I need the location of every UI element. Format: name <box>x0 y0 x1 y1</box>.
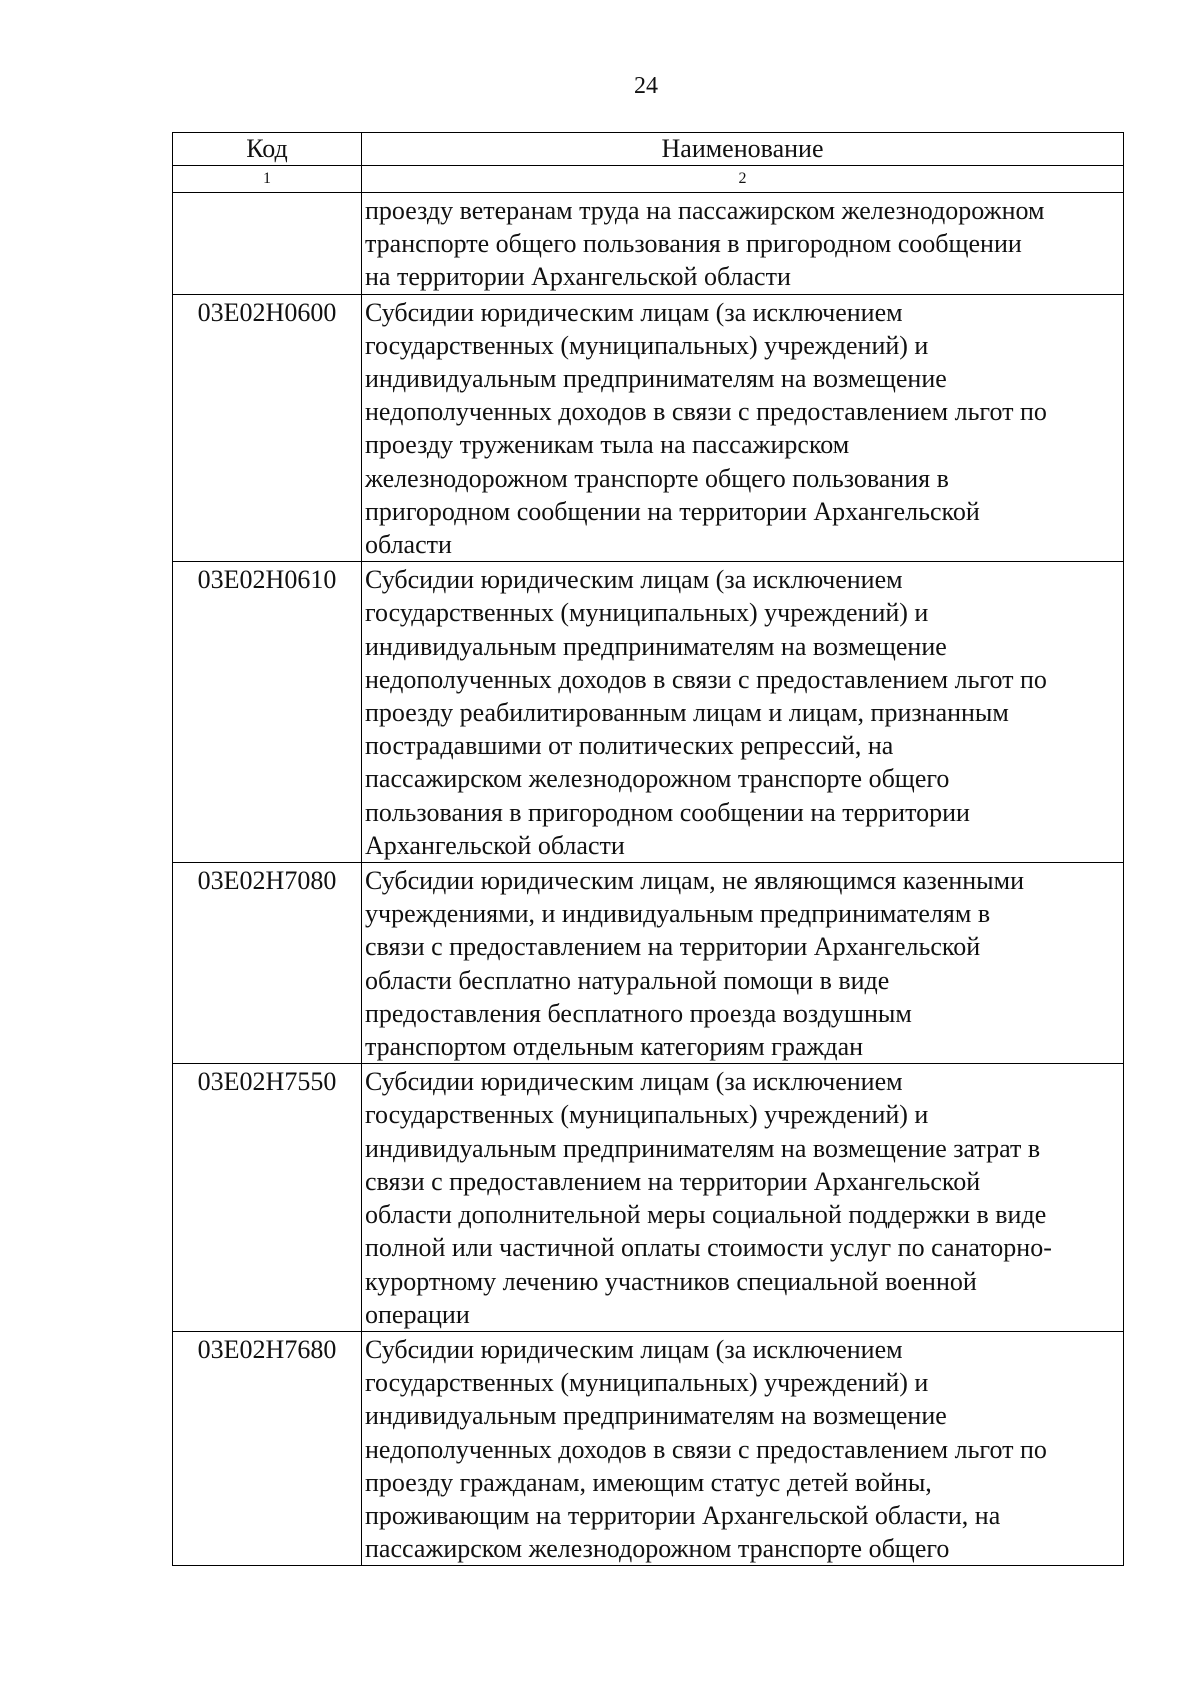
row-name-line: полной или частичной оплаты стоимости услуг по санаторно- <box>365 1233 1052 1263</box>
row-name-line: Субсидии юридическим лицам (за исключением <box>365 1334 903 1364</box>
header-code: Код <box>173 133 362 166</box>
row-code: 03Е02Н0610 <box>173 562 362 863</box>
row-name-line: пострадавшими от политических репрессий, на <box>365 731 894 761</box>
table-row <box>173 863 1124 1064</box>
row-code: 03Е02Н7550 <box>173 1064 362 1332</box>
table-row <box>173 1064 1124 1332</box>
row-name-line: проезду ветеранам труда на пассажирском железнодорожном <box>365 196 1045 225</box>
row-name-line: государственных (муниципальных) учреждений) и <box>365 1100 929 1130</box>
header-name: Наименование <box>362 133 1124 166</box>
row-name <box>362 863 1124 1064</box>
table-body <box>173 193 1124 1566</box>
row-name-line: недополученных доходов в связи с предоставлением льгот по <box>365 664 1047 694</box>
row-name-line: государственных (муниципальных) учреждений) и <box>365 1368 929 1398</box>
row-name-line: Субсидии юридическим лицам (за исключением <box>365 565 903 595</box>
table-row <box>173 294 1124 562</box>
row-name-line: Субсидии юридическим лицам (за исключением <box>365 1067 903 1097</box>
table-row <box>173 1331 1124 1565</box>
row-name <box>362 1331 1124 1565</box>
row-name-line: проезду труженикам тыла на пассажирском <box>365 430 850 460</box>
row-name-line: связи с предоставлением на территории Архангельской <box>365 932 981 962</box>
row-code <box>173 193 362 295</box>
header-row <box>173 133 1124 166</box>
row-name-line: государственных (муниципальных) учреждений) и <box>365 598 929 628</box>
row-name-line: государственных (муниципальных) учреждений) и <box>365 330 929 360</box>
row-name-line: Субсидии юридическим лицам, не являющимся казенными <box>365 866 1025 896</box>
row-name <box>362 193 1124 295</box>
column-number-row <box>173 166 1124 193</box>
row-name-line: индивидуальным предпринимателям на возмещение <box>365 1401 947 1431</box>
row-name-line: области дополнительной меры социальной поддержки в виде <box>365 1200 1047 1230</box>
row-name-line: транспорте общего пользования в пригородном сообщении <box>365 229 1022 259</box>
row-name-line: предоставления бесплатного проезда воздушным <box>365 998 912 1028</box>
row-name-line: курортному лечению участников специальной военной <box>365 1266 977 1296</box>
column-number-name: 2 <box>362 166 1124 193</box>
row-name-line: Субсидии юридическим лицам (за исключением <box>365 297 903 327</box>
row-name-line: пассажирском железнодорожном транспорте общего <box>365 1534 950 1564</box>
column-number-code: 1 <box>173 166 362 193</box>
row-name-line: на территории Архангельской области <box>365 262 791 292</box>
row-name-line: железнодорожном транспорте общего пользования в <box>365 463 949 493</box>
page-number: 24 <box>634 73 658 99</box>
row-name-line: недополученных доходов в связи с предоставлением льгот по <box>365 397 1047 427</box>
row-code: 03Е02Н0600 <box>173 294 362 562</box>
row-name-line: транспортом отдельным категориям граждан <box>365 1032 864 1062</box>
table-row <box>173 193 1124 295</box>
row-name-line: операции <box>365 1299 470 1329</box>
row-name-line: проезду гражданам, имеющим статус детей войны, <box>365 1467 932 1497</box>
row-name <box>362 1064 1124 1332</box>
table-row <box>173 562 1124 863</box>
row-name-line: недополученных доходов в связи с предоставлением льгот по <box>365 1434 1047 1464</box>
row-code: 03Е02Н7680 <box>173 1331 362 1565</box>
row-name-line: связи с предоставлением на территории Архангельской <box>365 1166 981 1196</box>
row-name-line: пользования в пригородном сообщении на территории <box>365 797 970 827</box>
row-name-line: учреждениями, и индивидуальным предпринимателям в <box>365 899 991 929</box>
row-name-line: Архангельской области <box>365 830 625 860</box>
row-name-line: проезду реабилитированным лицам и лицам, признанным <box>365 698 1009 728</box>
row-name-line: индивидуальным предпринимателям на возмещение <box>365 631 947 661</box>
row-name <box>362 562 1124 863</box>
row-name-line: индивидуальным предпринимателям на возмещение затрат в <box>365 1133 1041 1163</box>
classification-table <box>172 132 1124 1566</box>
row-name-line: области бесплатно натуральной помощи в виде <box>365 965 890 995</box>
row-code: 03Е02Н7080 <box>173 863 362 1064</box>
row-name-line: пассажирском железнодорожном транспорте общего <box>365 764 950 794</box>
row-name-line: индивидуальным предпринимателям на возмещение <box>365 364 947 394</box>
row-name-line: пригородном сообщении на территории Архангельской <box>365 496 980 526</box>
row-name-line: области <box>365 530 452 560</box>
row-name-line: проживающим на территории Архангельской области, на <box>365 1500 1001 1530</box>
row-name <box>362 294 1124 562</box>
